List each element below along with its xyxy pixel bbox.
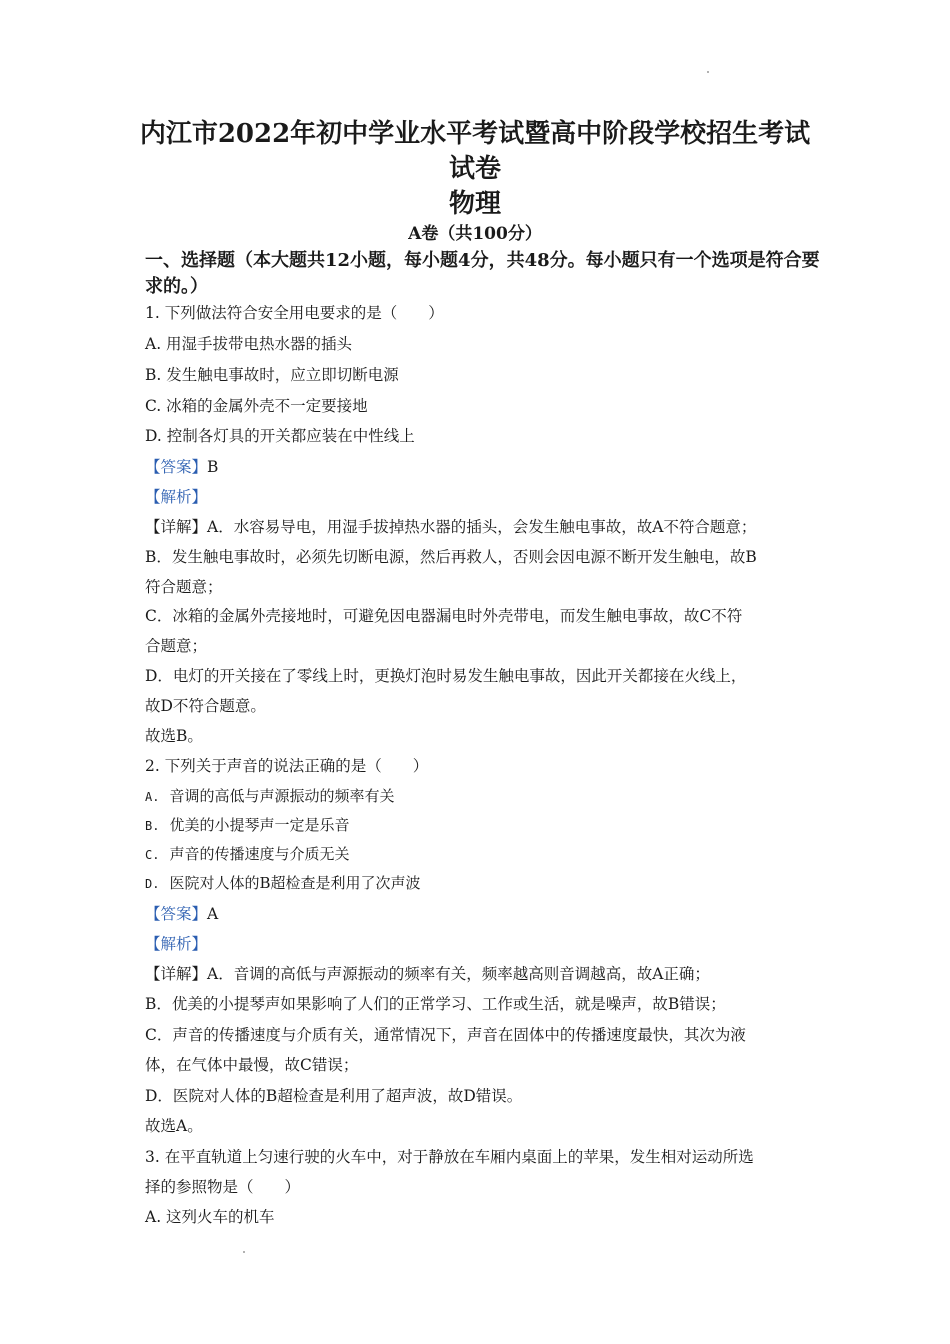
detail-tag: 【详解】 (145, 518, 208, 536)
q1-detail-line-2: B．发生触电事故时，必须先切断电源，然后再救人，否则会因电源不断开发生触电，故B (145, 548, 757, 566)
q2-option-b (145, 814, 349, 837)
q2-detail-line-4: 体，在气体中最慢，故C错误； (145, 1056, 359, 1074)
q1-option-c: C. 冰箱的金属外壳不一定要接地 (145, 397, 368, 415)
q2-conclusion: 故选A。 (145, 1117, 203, 1135)
q1-detail-line-7: 故D不符合题意。 (145, 697, 266, 715)
subject-title: 物理 (448, 189, 501, 219)
q1-detail-line-5: 合题意； (145, 637, 208, 655)
detail-tag: 【详解】 (145, 965, 208, 983)
q2-option-c (145, 843, 349, 866)
q3-stem-line-1: 3. 在平直轨道上匀速行驶的火车中，对于静放在车厢内桌面上的苹果，发生相对运动所选 (145, 1148, 754, 1166)
detail-text: A．水容易导电，用湿手拔掉热水器的插头，会发生触电事故，故A不符合题意； (207, 518, 757, 536)
option-text: 音调的高低与声源振动的频率有关 (169, 787, 395, 805)
answer-tag: 【答案】 (145, 905, 208, 923)
answer-value: B (207, 458, 219, 476)
q2-analysis-tag: 【解析】 (145, 935, 208, 953)
option-key: A. (145, 790, 160, 804)
section-heading: 一、选择题（本大题共12小题，每小题4分，共48分。每小题只有一个选项是符合要求的。） (145, 250, 820, 297)
q1-answer (145, 456, 218, 478)
part-heading: A卷（共100分） (408, 224, 542, 244)
option-text: 声音的传播速度与介质无关 (169, 845, 350, 863)
q2-option-a (145, 785, 394, 808)
q3-option-a: A. 这列火车的机车 (145, 1208, 275, 1226)
q1-conclusion: 故选B。 (145, 727, 203, 745)
option-key: B. (145, 819, 160, 833)
q1-option-b: B. 发生触电事故时，应立即切断电源 (145, 366, 399, 384)
option-text: 医院对人体的B超检查是利用了次声波 (169, 874, 421, 892)
page-mark-dot-top (707, 71, 709, 73)
q2-detail-line-5: D．医院对人体的B超检查是利用了超声波，故D错误。 (145, 1087, 523, 1105)
q1-detail-line-1 (145, 516, 756, 538)
q1-stem: 1. 下列做法符合安全用电要求的是（ ） (145, 304, 444, 322)
q1-detail-line-4: C．冰箱的金属外壳接地时，可避免因电器漏电时外壳带电，而发生触电事故，故C不符 (145, 607, 743, 625)
q2-stem: 2. 下列关于声音的说法正确的是（ ） (145, 757, 429, 775)
q1-option-a: A. 用湿手拔带电热水器的插头 (145, 335, 353, 353)
q3-stem-line-2: 择的参照物是（ ） (145, 1178, 301, 1196)
option-key: D. (145, 877, 160, 891)
q1-detail-line-3: 符合题意； (145, 578, 223, 596)
q1-analysis-tag: 【解析】 (145, 488, 208, 506)
exam-title-line2: 试卷 (448, 154, 501, 184)
q2-detail-line-1 (145, 963, 710, 985)
q1-detail-line-6: D．电灯的开关接在了零线上时，更换灯泡时易发生触电事故，因此开关都接在火线上， (145, 667, 747, 685)
answer-tag: 【答案】 (145, 458, 208, 476)
option-key: C. (145, 848, 160, 862)
option-text: 优美的小提琴声一定是乐音 (169, 816, 350, 834)
exam-title-line1: 内江市2022年初中学业水平考试暨高中阶段学校招生考试 (139, 119, 811, 149)
q2-detail-line-2: B．优美的小提琴声如果影响了人们的正常学习、工作或生活，就是噪声，故B错误； (145, 995, 726, 1013)
q1-option-d: D. 控制各灯具的开关都应装在中性线上 (145, 427, 415, 445)
page-mark-dot-bottom (243, 1251, 245, 1253)
answer-value: A (207, 905, 219, 923)
q2-answer (145, 903, 218, 925)
q2-option-d (145, 872, 420, 895)
detail-text: A．音调的高低与声源振动的频率有关，频率越高则音调越高，故A正确； (207, 965, 710, 983)
q2-detail-line-3: C．声音的传播速度与介质有关，通常情况下，声音在固体中的传播速度最快，其次为液 (145, 1026, 746, 1044)
